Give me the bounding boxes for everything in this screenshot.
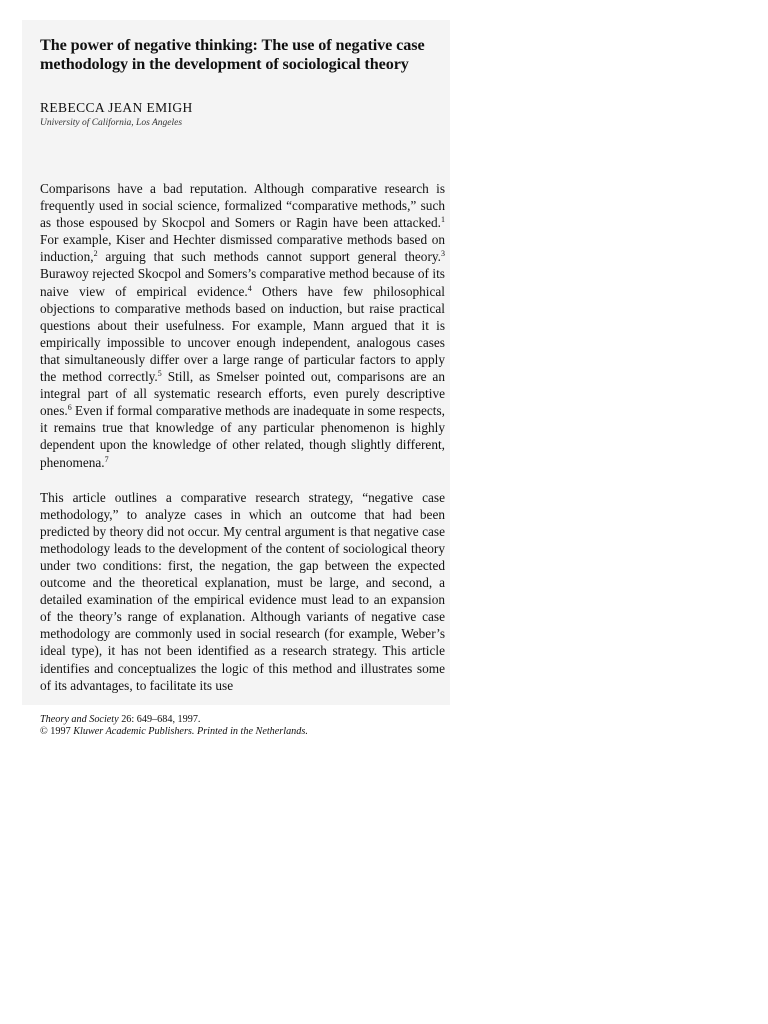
article-page [40,36,445,738]
footnote-ref: 1 [441,215,445,225]
journal-name: Theory and Society [40,713,119,725]
publication-footer [40,714,445,738]
paragraph-text: Comparisons have a bad reputation. Although comparative research is frequently used in social science, formalized “comparative methods,” such as those espoused by Skocpol and Somers or Ragin have been attacked. [40,181,445,231]
article-title: The power of negative thinking: The use of negative case methodology in the development of sociological theory [40,36,425,73]
paragraph-1 [40,180,445,471]
footnote-ref: 6 [67,403,72,413]
volume: 26: [121,713,135,725]
footnote-ref: 7 [104,454,109,464]
citation-line [40,714,445,726]
paragraph-text: Still, as Smelser pointed out, comparisons are an integral part of all systematic research efforts, even purely descriptive ones. [40,369,445,419]
author-affiliation: University of California, Los Angeles [40,118,183,128]
footnote-ref: 4 [247,283,252,293]
paragraph-text: Even if formal comparative methods are inadequate in some respects, it remains true that knowledge of any particular phenomenon is highly dependent upon the knowledge of other related, though slightly different, phenomena. [40,403,445,470]
paragraph-text: Burawoy rejected Skocpol and Somers’s comparative method because of its naive view of empirical evidence. [40,266,445,299]
footnote-ref: 3 [441,249,445,259]
paragraph-2: This article outlines a comparative research strategy, “negative case methodology,” to analyze cases in which an outcome that had been predicted by theory did not occur. My central argument is that negative case methodology leads to the development of the content of sociological theory under two conditions: first, the negation, the gap between the expected outcome and the theoretical explanation, must be large, and second, a detailed examination of the empirical evidence must lead to an expansion of the theory’s range of explanation. Although variants of negative case methodology are commonly used in social research (for example, Weber’s ideal type), it has not been identified as a research strategy. This article identifies and conceptualizes the logic of this method and illustrates some of its advantages, to facilitate its use [40,489,445,693]
publisher: Kluwer Academic Publishers. Printed in the Netherlands. [73,725,308,737]
author-name: REBECCA JEAN EMIGH [40,100,193,115]
paragraph-text: Others have few philosophical objections to comparative methods based on induction, but raise practical questions about their usefulness. For example, Mann argued that it is empirically impossible to uncover enough independent, analogous cases that simultaneously differ over a large range of particular factors to apply the method correctly. [40,283,445,385]
footnote-ref: 2 [93,249,98,259]
copyright-symbol: © 1997 [40,725,74,737]
paragraph-text: For example, Kiser and Hechter dismissed comparative methods based on induction, [40,232,445,265]
copyright-line [40,726,445,738]
pages: 649–684, 1997. [134,713,201,725]
footnote-ref: 5 [157,369,162,379]
paragraph-text: arguing that such methods cannot support general theory. [97,249,441,265]
